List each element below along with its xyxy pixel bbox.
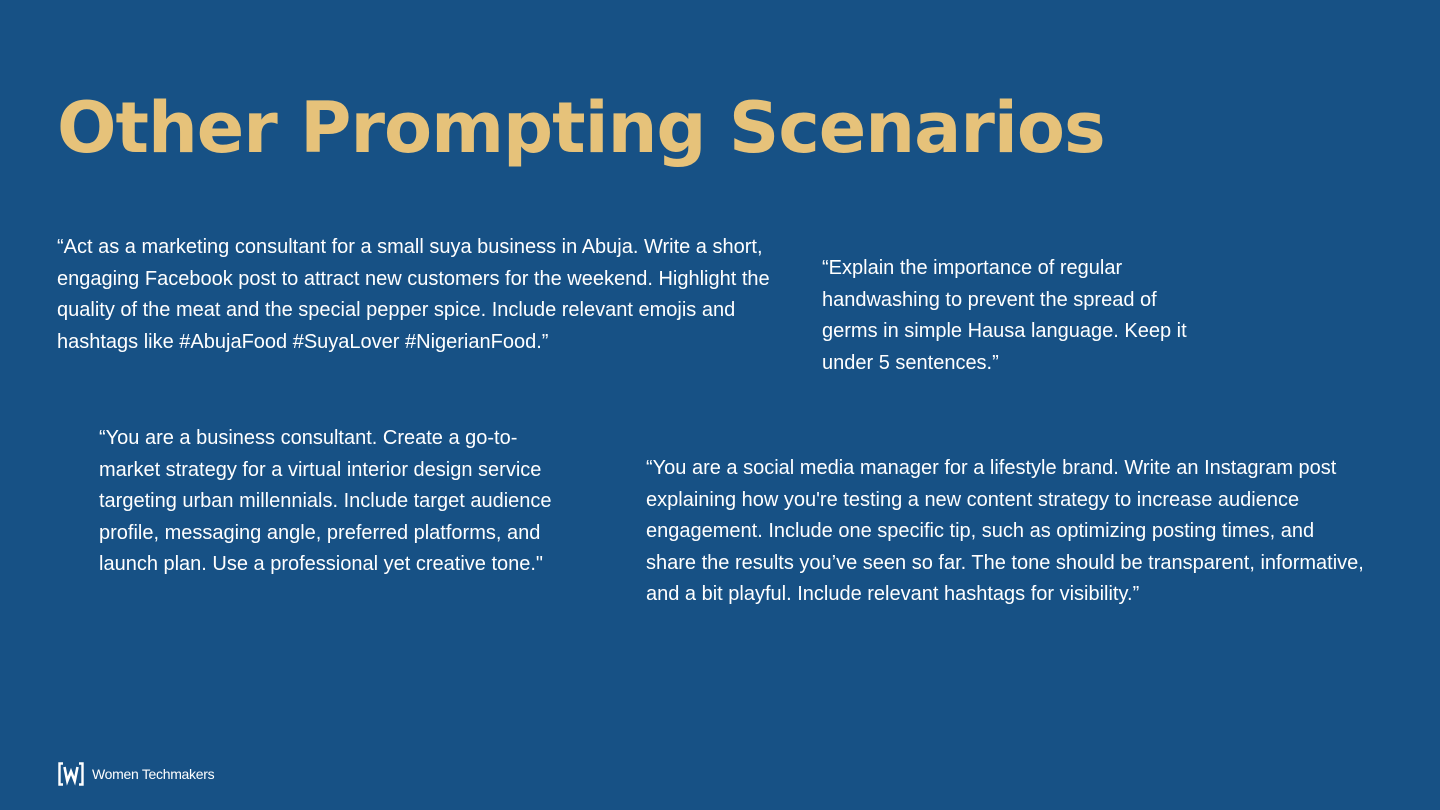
prompt-instagram-post: “You are a social media manager for a lifestyle brand. Write an Instagram post explaining how you're testing a new content strategy to increase audience engagement. Include one specific tip, such as optimizing posting times, and share the results you’ve seen so far. The tone should be transparent, informative, and a bit playful. Include relevant hashtags for visibility.” xyxy=(646,457,1364,606)
prompt-handwashing-hausa: “Explain the importance of regular handwashing to prevent the spread of germs in simple Hausa language. Keep it under 5 sentences.” xyxy=(822,257,1187,374)
brand-name: Women Techmakers xyxy=(92,766,215,782)
prompt-go-to-market: “You are a business consultant. Create a go-to-market strategy for a virtual interior design service targeting urban millennials. Include target audience profile, messaging angle, preferred platforms, and launch plan. Use a professional yet creative tone." xyxy=(99,427,552,576)
prompt-suya-marketing: “Act as a marketing consultant for a small suya business in Abuja. Write a short, engaging Facebook post to attract new customers for the weekend. Highlight the quality of the meat and the special pepper spice. Include relevant emojis and hashtags like #AbujaFood #SuyaLover #NigerianFood.” xyxy=(57,236,770,353)
women-techmakers-logo-icon xyxy=(58,762,84,786)
slide-title: Other Prompting Scenarios xyxy=(57,87,1105,169)
brand-footer xyxy=(58,762,214,786)
